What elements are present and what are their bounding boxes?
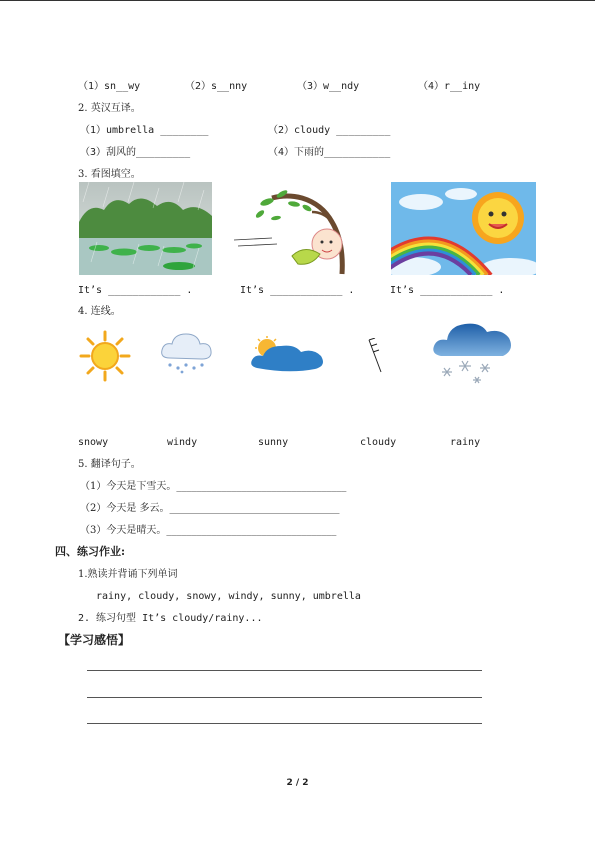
reflection-line-2	[87, 697, 482, 698]
q5-item-2: （2）今天是 多云。__________________________________	[80, 503, 340, 514]
q5-title: 5. 翻译句子。	[78, 459, 141, 470]
section4-word-list: rainy, cloudy, snowy, windy, sunny, umbrella	[96, 591, 361, 602]
q4-word-snowy: snowy	[78, 437, 109, 448]
q5-item-3: （3）今天是晴天。__________________________________	[80, 525, 337, 536]
q1-item-2: （2）s__nny	[185, 81, 248, 92]
q1-item-1: （1）sn__wy	[78, 81, 141, 92]
sun-icon	[79, 330, 131, 382]
q4-word-sunny: sunny	[258, 437, 289, 448]
wind-flag-icon	[365, 338, 385, 374]
rain-cloud-icon	[158, 328, 214, 374]
q1-item-4: （4）r__iny	[418, 81, 481, 92]
q3-blank-3: It’s ____________ .	[390, 285, 505, 296]
snow-cloud-icon	[431, 318, 513, 386]
reflection-heading: 【学习感悟】	[58, 633, 131, 647]
q4-title: 4. 连线。	[78, 306, 121, 317]
q4-word-rainy: rainy	[450, 437, 481, 448]
q2-item-4: （4）下雨的___________	[268, 147, 391, 158]
section4-heading: 四、练习作业:	[55, 545, 126, 558]
section4-item-1: 1.熟读并背诵下列单词	[78, 569, 178, 580]
q4-word-cloudy: cloudy	[360, 437, 397, 448]
q2-item-1: （1）umbrella ________	[80, 125, 209, 136]
page-number: 2 / 2	[286, 778, 309, 788]
rainy-scene-image	[79, 182, 212, 275]
q5-item-1: （1）今天是下雪天。__________________________________	[80, 481, 347, 492]
reflection-line-1	[87, 670, 482, 671]
q2-title: 2. 英汉互译。	[78, 103, 141, 114]
sunny-rainbow-image	[391, 182, 536, 275]
q3-blank-1: It’s ____________ .	[78, 285, 193, 296]
q1-item-3: （3）w__ndy	[297, 81, 360, 92]
q2-item-3: （3）刮风的_________	[80, 147, 191, 158]
windy-scene-image	[232, 182, 372, 277]
q2-item-2: （2）cloudy _________	[268, 125, 391, 136]
q4-word-windy: windy	[167, 437, 198, 448]
q3-title: 3. 看图填空。	[78, 169, 141, 180]
q3-blank-2: It’s ____________ .	[240, 285, 355, 296]
sun-cloud-icon	[249, 336, 325, 374]
reflection-line-3	[87, 723, 482, 724]
page-top-rule	[0, 0, 595, 1]
section4-item-2: 2. 练习句型 It’s cloudy/rainy...	[78, 613, 263, 624]
